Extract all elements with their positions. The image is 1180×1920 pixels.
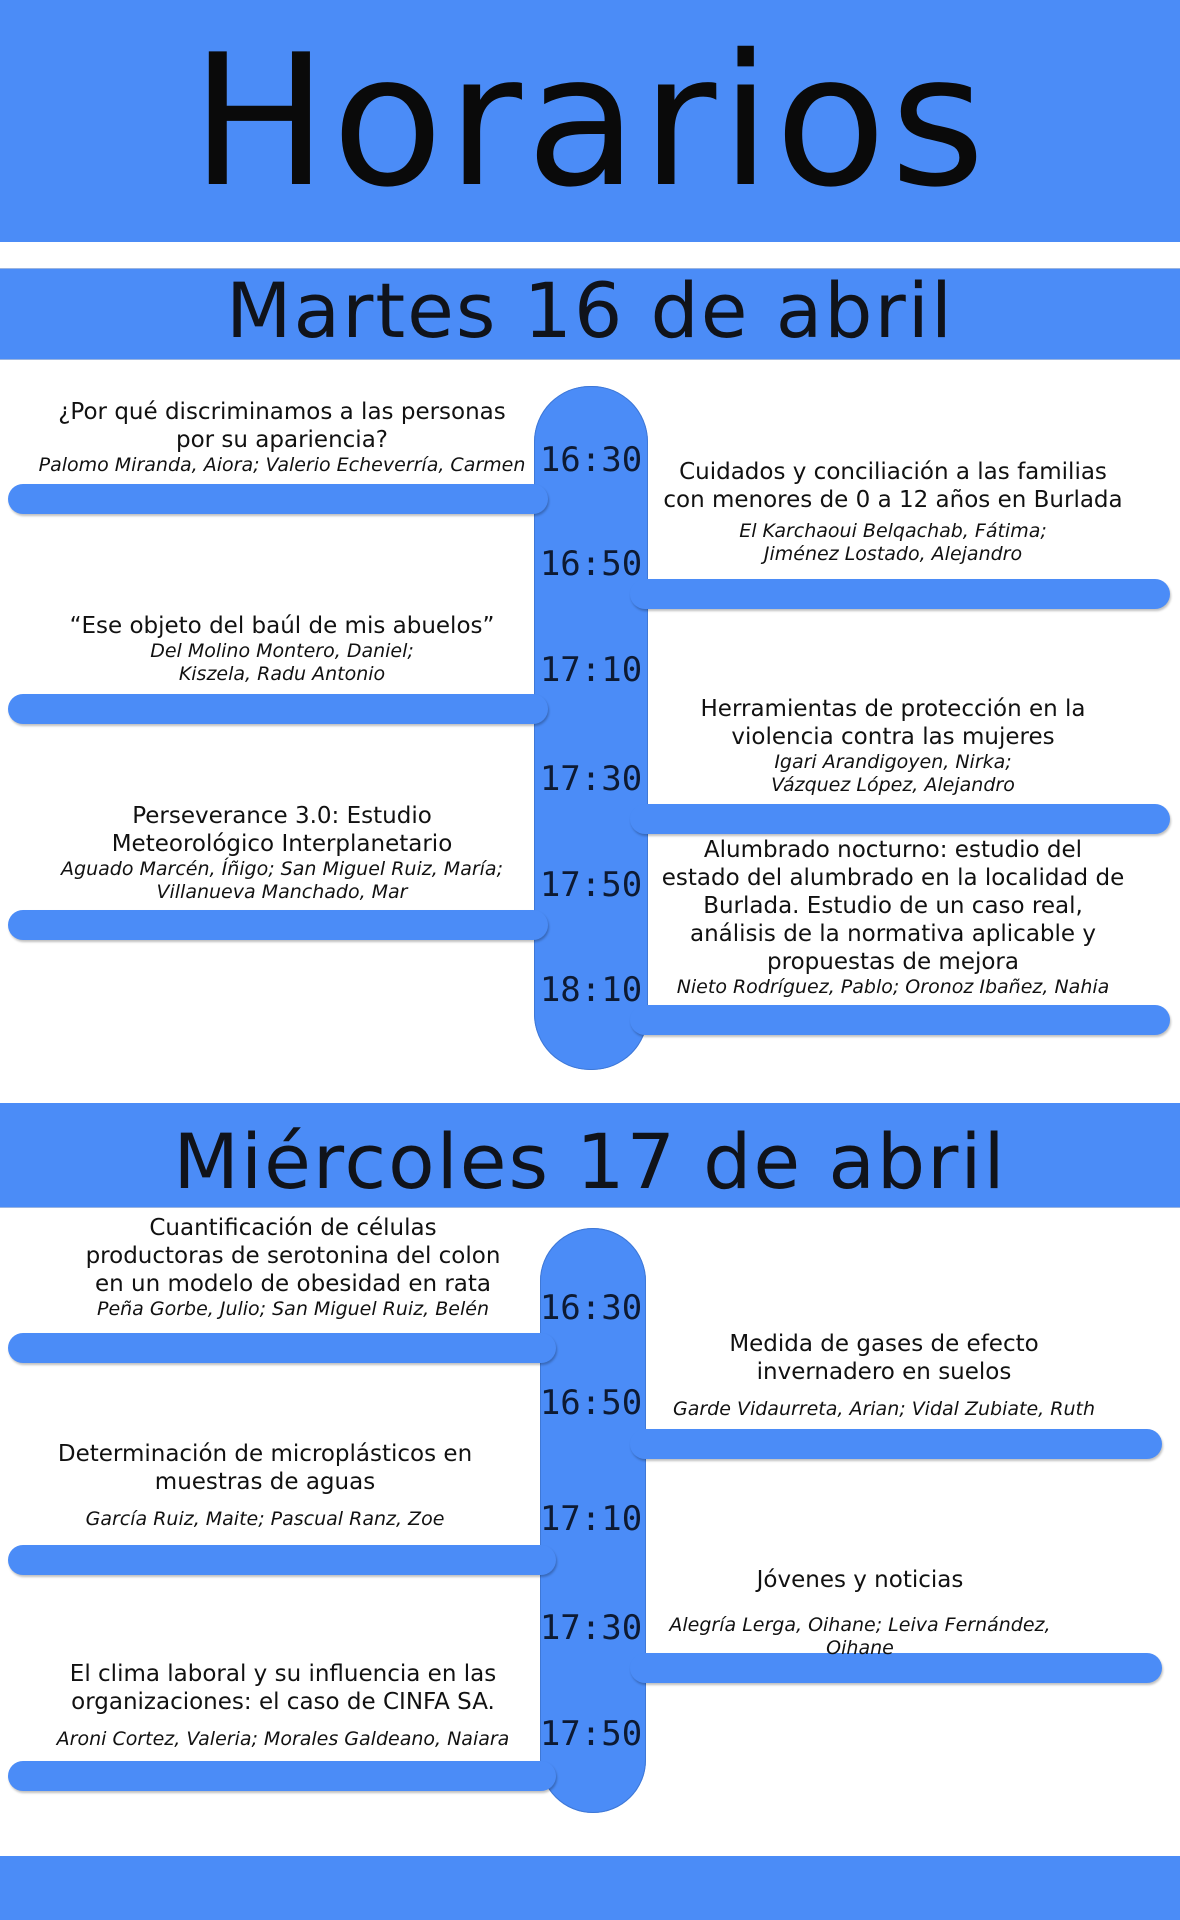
time-slot: 16:30 (539, 1288, 643, 1328)
talk-title-line: Meteorológico Interplanetario (111, 831, 453, 857)
talk-title-line: productoras de serotonina del colon (85, 1243, 501, 1269)
talk-title-line: “Ese objeto del baúl de mis abuelos” (69, 613, 495, 639)
time-slot: 17:10 (539, 650, 643, 690)
page-title: Horarios (190, 15, 990, 227)
timeline-spine-day1 (534, 386, 648, 1070)
talk-card (30, 1214, 556, 1321)
talk-card (650, 695, 1136, 797)
talk-card (650, 458, 1136, 566)
talk-authors-line: Palomo Miranda, Aiora; Valerio Echeverría, Carmen (38, 454, 526, 476)
talk-title-line: Cuantificación de células (149, 1215, 437, 1241)
talk-title-line: muestras de aguas (154, 1469, 376, 1495)
talk-authors-line: Del Molino Montero, Daniel; (150, 640, 414, 662)
talk-title-line: Medida de gases de efecto (729, 1331, 1039, 1357)
talk-authors-line: Aroni Cortez, Valeria; Morales Galdeano, Naiara (56, 1728, 510, 1750)
talk-title-line: en un modelo de obesidad en rata (94, 1271, 492, 1297)
talk-title-line: análisis de la normativa aplicable y (690, 921, 1096, 947)
timeline-arm-right (630, 579, 1170, 609)
talk-title-line: organizaciones: el caso de CINFA SA. (71, 1689, 495, 1715)
talk-authors-line: Villanueva Manchado, Mar (156, 881, 408, 903)
timeline-arm-left (8, 1333, 556, 1363)
talk-title-line: estado del alumbrado en la localidad de (661, 865, 1125, 891)
time-slot: 17:30 (539, 1608, 643, 1648)
timeline-arm-left (8, 484, 548, 514)
talk-authors-line: Alegría Lerga, Oihane; Leiva Fernández, Oihane (669, 1614, 1051, 1659)
talk-authors-line: Peña Gorbe, Julio; San Miguel Ruiz, Belén (96, 1298, 489, 1320)
timeline-arm-left (8, 1545, 556, 1575)
divider (0, 359, 1180, 360)
talk-authors-line: Aguado Marcén, Íñigo; San Miguel Ruiz, María; (61, 858, 503, 880)
talk-title-line: Determinación de microplásticos en (57, 1441, 473, 1467)
time-slot: 17:50 (539, 1714, 643, 1754)
talk-title-line: con menores de 0 a 12 años en Burlada (663, 487, 1123, 513)
talk-title-line: Alumbrado nocturno: estudio del (703, 837, 1083, 863)
talk-card (650, 1330, 1118, 1421)
talk-title-line: Cuidados y conciliación a las familias (679, 459, 1107, 485)
talk-authors-line: Kiszela, Radu Antonio (178, 663, 386, 685)
talk-title-line: propuestas de mejora (767, 949, 1019, 975)
time-slot: 16:50 (539, 1383, 643, 1423)
talk-title-line: El clima laboral y su influencia en las (69, 1661, 497, 1687)
talk-authors-line: Jiménez Lostado, Alejandro (763, 543, 1023, 565)
talk-card (650, 1566, 1070, 1660)
talk-title-line: Jóvenes y noticias (756, 1567, 964, 1593)
talk-title-line: Burlada. Estudio de un caso real, (703, 893, 1083, 919)
timeline-arm-left (8, 910, 548, 940)
time-slot: 17:30 (539, 759, 643, 799)
talk-authors-line: Igari Arandigoyen, Nirka; (774, 751, 1012, 773)
talk-card (20, 398, 544, 477)
time-slot: 16:50 (539, 544, 643, 584)
talk-card (20, 1660, 546, 1751)
talk-card (20, 612, 544, 686)
time-slot: 18:10 (539, 970, 643, 1010)
timeline-arm-right (630, 1429, 1162, 1459)
time-slot: 17:50 (539, 865, 643, 905)
talk-title-line: violencia contra las mujeres (731, 724, 1055, 750)
day-title-2: Miércoles 17 de abril (173, 1117, 1007, 1206)
talk-authors-line: Nieto Rodríguez, Pablo; Oronoz Ibañez, Nahia (676, 976, 1110, 998)
talk-title-line: por su apariencia? (175, 427, 388, 453)
talk-title-line: invernadero en suelos (756, 1359, 1012, 1385)
talk-title-line: Herramientas de protección en la (700, 696, 1086, 722)
talk-authors-line: El Karchaoui Belqachab, Fátima; (739, 520, 1047, 542)
talk-card (20, 1440, 510, 1531)
talk-card (650, 836, 1136, 999)
talk-title-line: ¿Por qué discriminamos a las personas (58, 399, 506, 425)
footer-band (0, 1856, 1180, 1920)
talk-authors-line: Vázquez López, Alejandro (771, 774, 1015, 796)
day-title-1: Martes 16 de abril (225, 266, 954, 355)
time-slot: 17:10 (539, 1499, 643, 1539)
timeline-arm-left (8, 1761, 556, 1791)
timeline-arm-right (630, 804, 1170, 834)
timeline-arm-left (8, 694, 548, 724)
timeline-arm-right (630, 1005, 1170, 1035)
talk-card (20, 802, 544, 904)
talk-title-line: Perseverance 3.0: Estudio (132, 803, 432, 829)
talk-authors-line: Garde Vidaurreta, Arian; Vidal Zubiate, Ruth (673, 1398, 1095, 1420)
time-slot: 16:30 (539, 440, 643, 480)
talk-authors-line: García Ruiz, Maite; Pascual Ranz, Zoe (85, 1508, 445, 1530)
